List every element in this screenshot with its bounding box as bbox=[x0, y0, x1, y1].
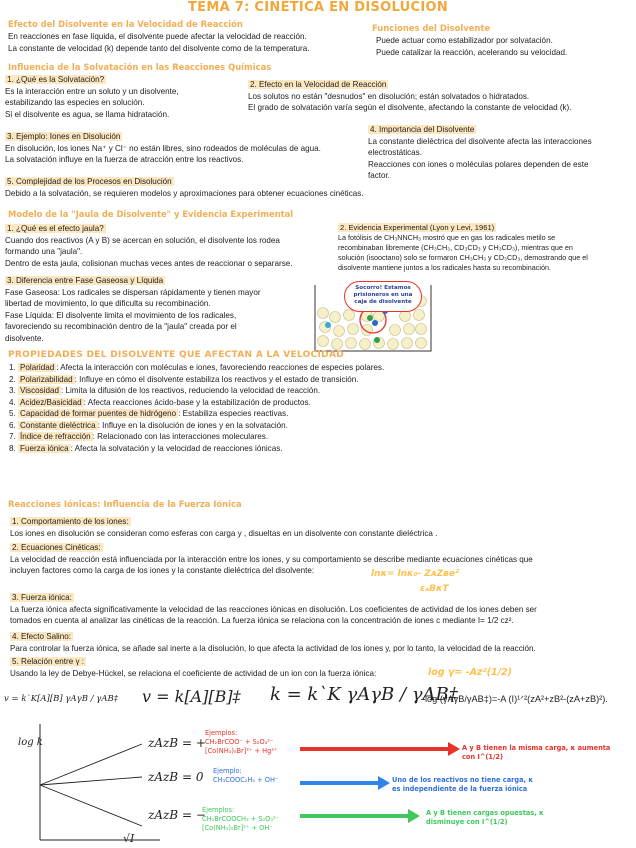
prop-desc: : Influye en la disolución de iones y en la solvatación. bbox=[97, 420, 288, 430]
j2-line: La fotólisis de CH₃NNCH₃ mostró que en gas los radicales metilo se bbox=[338, 233, 556, 242]
j1-title: 1. ¿Qué es el efecto jaula? bbox=[7, 224, 104, 233]
solvatacion-s1 bbox=[5, 74, 250, 120]
prop-term: Índice de refracción bbox=[20, 432, 91, 441]
propiedades-heading: PROPIEDADES DEL DISOLVENTE QUE AFECTAN A LA VELOCIDAD bbox=[8, 350, 344, 360]
r2-line: incluyen factores como la carga de los iones y la constante dieléctrica del disolvente: bbox=[10, 566, 315, 576]
s1-line: Es la interacción entre un soluto y un disolvente, bbox=[5, 86, 179, 96]
eq-small: v = k`K[A][B] γAγB / γAB‡ bbox=[4, 694, 118, 704]
page-title: TEMA 7: CINÉTICA EN DISOLUCIÓN bbox=[187, 0, 449, 15]
case-ex-title: Ejemplos: bbox=[202, 806, 235, 814]
s5-title: 5. Complejidad de los Procesos en Disolución bbox=[7, 177, 172, 186]
prop-term: Capacidad de formar puentes de hidrógeno bbox=[20, 409, 177, 418]
arrow-green-head bbox=[408, 809, 420, 823]
case-ex-title: Ejemplos: bbox=[205, 729, 238, 737]
j3-line: disolvente. bbox=[5, 333, 44, 343]
prop-desc: : Limita la difusión de los reactivos, reduciendo la velocidad de reacción. bbox=[61, 386, 321, 395]
eq-log: log (γAγB/γAB‡)=-A (I)¹ᐟ²(zA²+zB²-(zA+zB)²). bbox=[425, 694, 608, 704]
solvatacion-s2 bbox=[248, 79, 636, 114]
j2-line: disolvente mantiene juntos a los radicales hasta su recombinación. bbox=[338, 263, 551, 272]
s4-line: La constante dieléctrica del disolvente afecta las interacciones bbox=[368, 136, 592, 146]
eq-big: k = k`K γAγB / γAB‡ bbox=[270, 684, 458, 705]
arrow-red-head bbox=[448, 742, 460, 756]
funciones-line: Puede actuar como estabilizador por solvatación. bbox=[376, 36, 553, 45]
s4-line: Reacciones con iones o moléculas polares dependen de este bbox=[368, 159, 589, 169]
propiedades-list bbox=[6, 362, 626, 454]
efecto-line: En reacciones en fase líquida, el disolvente puede afectar la velocidad de reacción. bbox=[8, 32, 307, 41]
eq-mid: v = k[A][B]‡ bbox=[142, 687, 241, 706]
s1-line: Si el disolvente es agua, se llama hidratación. bbox=[5, 109, 170, 119]
j3-line: Fase Gaseosa: Los radicales se dispersan rápidamente y tienen mayor bbox=[5, 287, 261, 297]
r3-line: La fuerza iónica afecta significativamente la velocidad de las reacciones iónicas en disolución. Los coeficientes de actividad de los iones deben ser bbox=[10, 604, 537, 614]
s2-line: El grado de solvatación varía según el disolvente, afectando la constante de velocidad (k). bbox=[248, 103, 572, 113]
prop-term: Polarizabilidad bbox=[20, 374, 73, 384]
j2-line: solución (isooctano) solo se formaron CH₃CH₃ y CD₃CD₃, demostrando que el bbox=[338, 253, 588, 262]
ionicas-r1 bbox=[10, 516, 630, 539]
s5-line: Debido a la solvatación, se requieren modelos y aproximaciones para obtener ecuaciones cinéticas. bbox=[5, 188, 364, 198]
prop-item bbox=[18, 431, 626, 443]
prop-desc: : Influye en cómo el disolvente estabiliza los reactivos y el estado de transición. bbox=[74, 374, 359, 384]
r2-formula-bottom: εₐBκT bbox=[420, 584, 449, 594]
line-zero bbox=[40, 777, 142, 785]
s2-title: 2. Efecto en la Velocidad de Reacción bbox=[250, 80, 387, 89]
s4-line: factor. bbox=[368, 171, 391, 181]
j1-line: Cuando dos reactivos (A y B) se acercan en solución, el disolvente los rodea bbox=[5, 235, 280, 245]
r1-text: Los iones en disolución se consideran como esferas con carga y , disueltas en un disolvente con constante dieléctrica . bbox=[10, 528, 438, 538]
case-ex-line: CH₂BrCOO⁻ + S₂O₃²⁻ bbox=[205, 738, 274, 746]
prop-desc: : Relacionado con las interacciones moleculares. bbox=[92, 432, 269, 441]
jaula-j3 bbox=[5, 275, 305, 345]
case-ex-line: [Co(NH₃)₅Br]²⁺ + OH⁻ bbox=[202, 824, 273, 832]
j2-line: recombinaban libremente (CH₃CH₃, CD₃CD₃ y CH₃CD₃), mientras que en bbox=[338, 243, 573, 252]
case-negative-note: A y B tienen cargas opuestas, κ disminuye con I^(1/2) bbox=[426, 809, 544, 826]
speech-bubble-text: Socorro! Estamos prisioneros en una caja de disolvente bbox=[353, 285, 413, 305]
prop-item bbox=[18, 385, 626, 397]
arrow-blue-head bbox=[378, 776, 390, 790]
case-ex-title: Ejemplo: bbox=[213, 767, 242, 775]
r2-line: La velocidad de reacción está influenciada por la interacción entre los iones, y su comportamiento se describe mediante ecuaciones cinéticas que bbox=[10, 554, 533, 564]
r2-formula-top: lnκ= lnκ₀- ZᴀZʙe² bbox=[371, 569, 459, 579]
r3-line: tomados en cuenta al analizar las cinéticas de la reacción. La fuerza iónica se relaciona con la concentración de iones c mediante I= 1/2 cz². bbox=[10, 616, 514, 626]
prop-item bbox=[18, 408, 626, 420]
s2-line: Los solutos no están "desnudos" en disolución; están solvatados o hidratados. bbox=[248, 91, 530, 101]
ionicas-r2 bbox=[10, 542, 630, 577]
prop-desc: : Afecta la interacción con moléculas e iones, favoreciendo reacciones de especies polares. bbox=[56, 363, 385, 372]
case-positive-examples bbox=[205, 729, 277, 756]
j3-line: favoreciendo su recombinación dentro de la "jaula" creada por el bbox=[5, 322, 237, 332]
r2-title: 2. Ecuaciones Cinéticas: bbox=[12, 543, 101, 552]
solvatacion-s3 bbox=[5, 131, 375, 166]
efecto-line: La constante de velocidad (k) depende tanto del disolvente como de la temperatura. bbox=[8, 43, 310, 53]
s1-title: 1. ¿Qué es la Solvatación? bbox=[7, 75, 105, 84]
ionicas-heading: Reacciones Iónicas: Influencia de la Fuerza Iónica bbox=[8, 499, 242, 509]
funciones-line: Puede catalizar la reacción, acelerando su velocidad. bbox=[376, 47, 568, 57]
funciones-text bbox=[376, 35, 634, 58]
r5-text: Usando la ley de Debye-Hückel, se relaciona el coeficiente de actividad de un ion con la fuerza iónica: bbox=[10, 668, 377, 678]
prop-term: Fuerza iónica bbox=[20, 443, 69, 453]
graph-x-label: √I bbox=[123, 832, 135, 845]
s1-line: estabilizando las especies en solución. bbox=[5, 98, 145, 108]
jaula-j1 bbox=[5, 223, 340, 269]
j2-title: 2. Evidencia Experimental (Lyon y Levi, 1961) bbox=[340, 223, 495, 232]
graph-y-label: log k bbox=[18, 737, 43, 748]
j3-line: Fase Líquida: El disolvente limita el movimiento de los radicales, bbox=[5, 310, 237, 320]
s3-line: La solvatación influye en la fuerza de atracción entre los reactivos. bbox=[5, 155, 244, 165]
line-negative bbox=[40, 785, 142, 826]
line-positive bbox=[40, 744, 142, 785]
j3-line: libertad de movimiento, lo que dificulta su recombinación. bbox=[5, 299, 211, 309]
case-negative-expr: zAzB = − bbox=[148, 808, 206, 822]
case-positive-note: A y B tienen la misma carga, κ aumenta con I^(1/2) bbox=[462, 744, 611, 761]
case-zero-expr: zAzB = 0 bbox=[148, 770, 204, 784]
jaula-j2 bbox=[338, 223, 634, 273]
case-positive-expr: zAzB = + bbox=[148, 736, 206, 750]
solvatacion-heading: Influencia de la Solvatación en las Reacciones Químicas bbox=[8, 62, 272, 72]
case-zero-examples bbox=[213, 767, 278, 785]
efecto-heading: Efecto del Disolvente en la Velocidad de Reacción bbox=[8, 19, 243, 29]
r1-title: 1. Comportamiento de los iones: bbox=[12, 517, 129, 526]
prop-item bbox=[18, 362, 626, 374]
case-ex-line: CH₃COOC₂H₅ + OH⁻ bbox=[213, 776, 279, 784]
solvatacion-s5 bbox=[5, 176, 425, 199]
case-ex-line: [Co(NH₃)₅Br]²⁺ + Hg²⁺ bbox=[205, 747, 278, 755]
case-zero-note: Uno de los reactivos no tiene carga, κ es independiente de la fuerza iónica bbox=[392, 776, 534, 793]
efecto-text bbox=[8, 31, 378, 54]
ionicas-r3 bbox=[10, 592, 630, 627]
s4-title: 4. Importancia del Disolvente bbox=[370, 125, 475, 134]
jaula-heading: Modelo de la "Jaula de Disolvente" y Evidencia Experimental bbox=[8, 209, 294, 219]
prop-item bbox=[18, 374, 626, 386]
r4-title: 4. Efecto Salino: bbox=[12, 632, 71, 641]
prop-desc: : Estabiliza especies reactivas. bbox=[178, 409, 289, 418]
s3-line: En disolución, los iones Na⁺ y Cl⁻ no están libres, sino rodeados de moléculas de agua. bbox=[5, 143, 321, 153]
prop-item bbox=[18, 397, 626, 409]
prop-term: Acidez/Basicidad bbox=[20, 397, 82, 407]
prop-desc: : Afecta reacciones ácido-base y la estabilización de productos. bbox=[83, 397, 311, 407]
prop-term: Constante dieléctrica bbox=[20, 420, 96, 430]
j1-line: formando una "jaula". bbox=[5, 247, 83, 257]
r5-title: 5. Relación entre γ : bbox=[12, 657, 84, 666]
funciones-heading: Funciones del Disolvente bbox=[372, 23, 491, 33]
prop-term: Viscosidad bbox=[20, 386, 59, 395]
case-ex-line: CH₂BrCOOCH₃ + S₂O₃²⁻ bbox=[202, 815, 280, 823]
prop-item bbox=[18, 420, 626, 432]
j1-line: Dentro de esta jaula, colisionan muchas veces antes de reaccionar o separarse. bbox=[5, 258, 293, 268]
j3-title: 3. Diferencia entre Fase Gaseosa y Líquida bbox=[7, 276, 164, 285]
r5-formula: log γ= -Az²(1/2) bbox=[428, 667, 512, 678]
prop-item bbox=[18, 443, 626, 455]
s3-title: 3. Ejemplo: Iones en Disolución bbox=[7, 132, 121, 141]
case-negative-examples bbox=[202, 806, 279, 833]
prop-desc: : Afecta la solvatación y la velocidad de reacciones iónicas. bbox=[70, 443, 283, 453]
r4-text: Para controlar la fuerza iónica, se añade sal inerte a la disolución, lo que afecta la actividad de los iones y, por lo tanto, la velocidad de la reacción. bbox=[10, 643, 536, 653]
ionicas-r5 bbox=[10, 656, 630, 679]
prop-term: Polaridad bbox=[20, 363, 55, 372]
ionicas-r4 bbox=[10, 631, 630, 654]
s4-line: electrostáticas. bbox=[368, 148, 422, 158]
solvatacion-s4 bbox=[368, 124, 634, 182]
r3-title: 3. Fuerza iónica: bbox=[12, 593, 72, 602]
